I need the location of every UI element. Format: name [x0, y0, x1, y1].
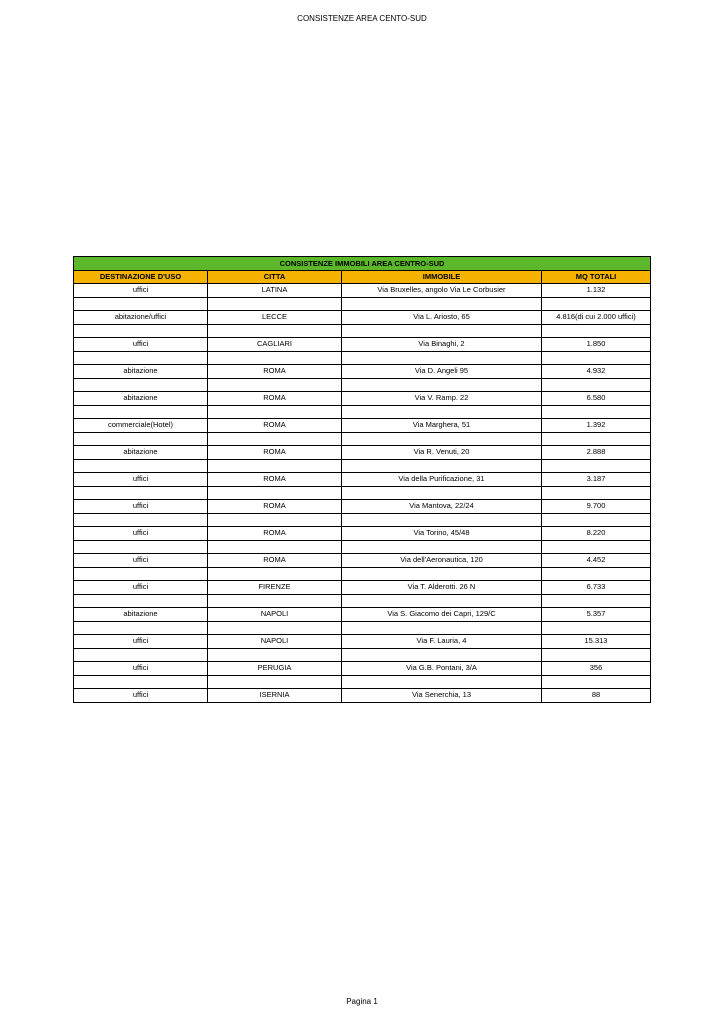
empty-cell — [342, 486, 542, 500]
empty-cell — [74, 405, 208, 419]
empty-cell — [74, 297, 208, 311]
empty-cell — [74, 459, 208, 473]
spacer-row — [74, 675, 651, 689]
spacer-row — [74, 567, 651, 581]
cell-destinazione: uffici — [74, 554, 208, 568]
cell-destinazione: uffici — [74, 635, 208, 649]
empty-cell — [342, 540, 542, 554]
cell-immobile: Via Mantova, 22/24 — [342, 500, 542, 514]
empty-cell — [208, 675, 342, 689]
empty-cell — [208, 459, 342, 473]
empty-cell — [208, 486, 342, 500]
empty-cell — [74, 324, 208, 338]
table-row — [74, 473, 651, 487]
spacer-row — [74, 405, 651, 419]
cell-mq-totali: 6.580 — [542, 392, 651, 406]
cell-destinazione: uffici — [74, 581, 208, 595]
table-row — [74, 365, 651, 379]
empty-cell — [208, 405, 342, 419]
cell-immobile: Via S. Giacomo dei Capri, 129/C — [342, 608, 542, 622]
empty-cell — [74, 675, 208, 689]
cell-mq-totali: 2.888 — [542, 446, 651, 460]
empty-cell — [542, 432, 651, 446]
table-row — [74, 554, 651, 568]
table-row — [74, 446, 651, 460]
empty-cell — [208, 351, 342, 365]
table-title-row — [74, 257, 651, 271]
empty-cell — [342, 675, 542, 689]
cell-destinazione: uffici — [74, 689, 208, 703]
table-row — [74, 608, 651, 622]
table-row — [74, 311, 651, 325]
cell-immobile: Via Bruxelles, angolo Via Le Corbusier — [342, 284, 542, 298]
cell-citta: NAPOLI — [208, 608, 342, 622]
spacer-row — [74, 459, 651, 473]
empty-cell — [542, 297, 651, 311]
table-row — [74, 581, 651, 595]
cell-destinazione: uffici — [74, 662, 208, 676]
empty-cell — [542, 486, 651, 500]
empty-cell — [208, 324, 342, 338]
empty-cell — [542, 648, 651, 662]
cell-citta: ROMA — [208, 473, 342, 487]
cell-citta: ROMA — [208, 446, 342, 460]
cell-mq-totali: 1.850 — [542, 338, 651, 352]
empty-cell — [542, 567, 651, 581]
spacer-row — [74, 513, 651, 527]
empty-cell — [74, 567, 208, 581]
cell-citta: ROMA — [208, 419, 342, 433]
spacer-row — [74, 621, 651, 635]
empty-cell — [208, 567, 342, 581]
empty-cell — [342, 459, 542, 473]
cell-immobile: Via F. Lauria, 4 — [342, 635, 542, 649]
empty-cell — [542, 675, 651, 689]
empty-cell — [342, 513, 542, 527]
cell-destinazione: abitazione — [74, 608, 208, 622]
empty-cell — [74, 432, 208, 446]
cell-destinazione: abitazione — [74, 446, 208, 460]
empty-cell — [342, 378, 542, 392]
table-title: CONSISTENZE IMMOBILI AREA CENTRO-SUD — [74, 257, 651, 271]
empty-cell — [208, 594, 342, 608]
cell-immobile: Via Torino, 45/48 — [342, 527, 542, 541]
cell-destinazione: commerciale(Hotel) — [74, 419, 208, 433]
empty-cell — [74, 378, 208, 392]
empty-cell — [208, 540, 342, 554]
spacer-row — [74, 594, 651, 608]
table-row — [74, 392, 651, 406]
cell-mq-totali: 1.392 — [542, 419, 651, 433]
empty-cell — [74, 540, 208, 554]
cell-citta: NAPOLI — [208, 635, 342, 649]
cell-mq-totali: 9.700 — [542, 500, 651, 514]
cell-destinazione: uffici — [74, 527, 208, 541]
cell-citta: ROMA — [208, 527, 342, 541]
table-row — [74, 500, 651, 514]
empty-cell — [342, 405, 542, 419]
cell-immobile: Via T. Alderotti. 26 N — [342, 581, 542, 595]
empty-cell — [342, 432, 542, 446]
cell-immobile: Via della Purificazione, 31 — [342, 473, 542, 487]
empty-cell — [342, 648, 542, 662]
spacer-row — [74, 540, 651, 554]
empty-cell — [542, 621, 651, 635]
cell-citta: CAGLIARI — [208, 338, 342, 352]
cell-destinazione: abitazione — [74, 392, 208, 406]
empty-cell — [208, 297, 342, 311]
empty-cell — [208, 378, 342, 392]
cell-immobile: Via D. Angeli 95 — [342, 365, 542, 379]
empty-cell — [342, 297, 542, 311]
cell-mq-totali: 3.187 — [542, 473, 651, 487]
column-header-immobile: IMMOBILE — [342, 271, 542, 284]
empty-cell — [542, 513, 651, 527]
cell-destinazione: uffici — [74, 338, 208, 352]
empty-cell — [542, 459, 651, 473]
page-footer: Pagina 1 — [346, 997, 378, 1006]
cell-mq-totali: 4.452 — [542, 554, 651, 568]
table-row — [74, 527, 651, 541]
page-header-title: CONSISTENZE AREA CENTO-SUD — [297, 14, 427, 23]
empty-cell — [342, 594, 542, 608]
empty-cell — [74, 621, 208, 635]
table-row — [74, 635, 651, 649]
cell-citta: ISERNIA — [208, 689, 342, 703]
cell-immobile: Via Senerchia, 13 — [342, 689, 542, 703]
table-header-row — [74, 271, 651, 284]
spacer-row — [74, 351, 651, 365]
cell-destinazione: uffici — [74, 500, 208, 514]
empty-cell — [342, 324, 542, 338]
cell-citta: FIRENZE — [208, 581, 342, 595]
empty-cell — [342, 351, 542, 365]
cell-citta: ROMA — [208, 392, 342, 406]
cell-immobile: Via L. Ariosto, 65 — [342, 311, 542, 325]
cell-destinazione: uffici — [74, 284, 208, 298]
cell-citta: LECCE — [208, 311, 342, 325]
spacer-row — [74, 648, 651, 662]
cell-citta: LATINA — [208, 284, 342, 298]
spacer-row — [74, 378, 651, 392]
cell-citta: ROMA — [208, 554, 342, 568]
cell-immobile: Via R. Venuti, 20 — [342, 446, 542, 460]
table-row — [74, 689, 651, 703]
cell-citta: PERUGIA — [208, 662, 342, 676]
cell-immobile: Via G.B. Pontani, 3/A — [342, 662, 542, 676]
table-row — [74, 662, 651, 676]
cell-mq-totali: 15.313 — [542, 635, 651, 649]
cell-immobile: Via V. Ramp. 22 — [342, 392, 542, 406]
empty-cell — [542, 405, 651, 419]
properties-table-container — [73, 256, 650, 703]
empty-cell — [542, 324, 651, 338]
column-header-mq-totali: MQ TOTALI — [542, 271, 651, 284]
cell-mq-totali: 6.733 — [542, 581, 651, 595]
empty-cell — [208, 513, 342, 527]
empty-cell — [74, 594, 208, 608]
empty-cell — [208, 648, 342, 662]
empty-cell — [208, 432, 342, 446]
cell-mq-totali: 88 — [542, 689, 651, 703]
cell-immobile: Via dell'Aeronautica, 120 — [342, 554, 542, 568]
empty-cell — [542, 351, 651, 365]
column-header-citta: CITTA — [208, 271, 342, 284]
cell-destinazione: uffici — [74, 473, 208, 487]
cell-destinazione: abitazione/uffici — [74, 311, 208, 325]
cell-citta: ROMA — [208, 365, 342, 379]
cell-mq-totali: 356 — [542, 662, 651, 676]
empty-cell — [74, 513, 208, 527]
table-row — [74, 338, 651, 352]
cell-immobile: Via Marghera, 51 — [342, 419, 542, 433]
empty-cell — [208, 621, 342, 635]
table-row — [74, 284, 651, 298]
empty-cell — [74, 351, 208, 365]
spacer-row — [74, 432, 651, 446]
properties-table — [73, 256, 651, 703]
cell-mq-totali: 4.932 — [542, 365, 651, 379]
empty-cell — [542, 378, 651, 392]
cell-mq-totali: 8.220 — [542, 527, 651, 541]
spacer-row — [74, 297, 651, 311]
table-row — [74, 419, 651, 433]
column-header-destinazione: DESTINAZIONE D'USO — [74, 271, 208, 284]
cell-destinazione: abitazione — [74, 365, 208, 379]
cell-citta: ROMA — [208, 500, 342, 514]
cell-immobile: Via Binaghi, 2 — [342, 338, 542, 352]
empty-cell — [542, 540, 651, 554]
cell-mq-totali: 5.357 — [542, 608, 651, 622]
spacer-row — [74, 324, 651, 338]
empty-cell — [74, 486, 208, 500]
empty-cell — [542, 594, 651, 608]
empty-cell — [74, 648, 208, 662]
spacer-row — [74, 486, 651, 500]
empty-cell — [342, 567, 542, 581]
cell-mq-totali: 4.816(di cui 2.000 uffici) — [542, 311, 651, 325]
cell-mq-totali: 1.132 — [542, 284, 651, 298]
empty-cell — [342, 621, 542, 635]
